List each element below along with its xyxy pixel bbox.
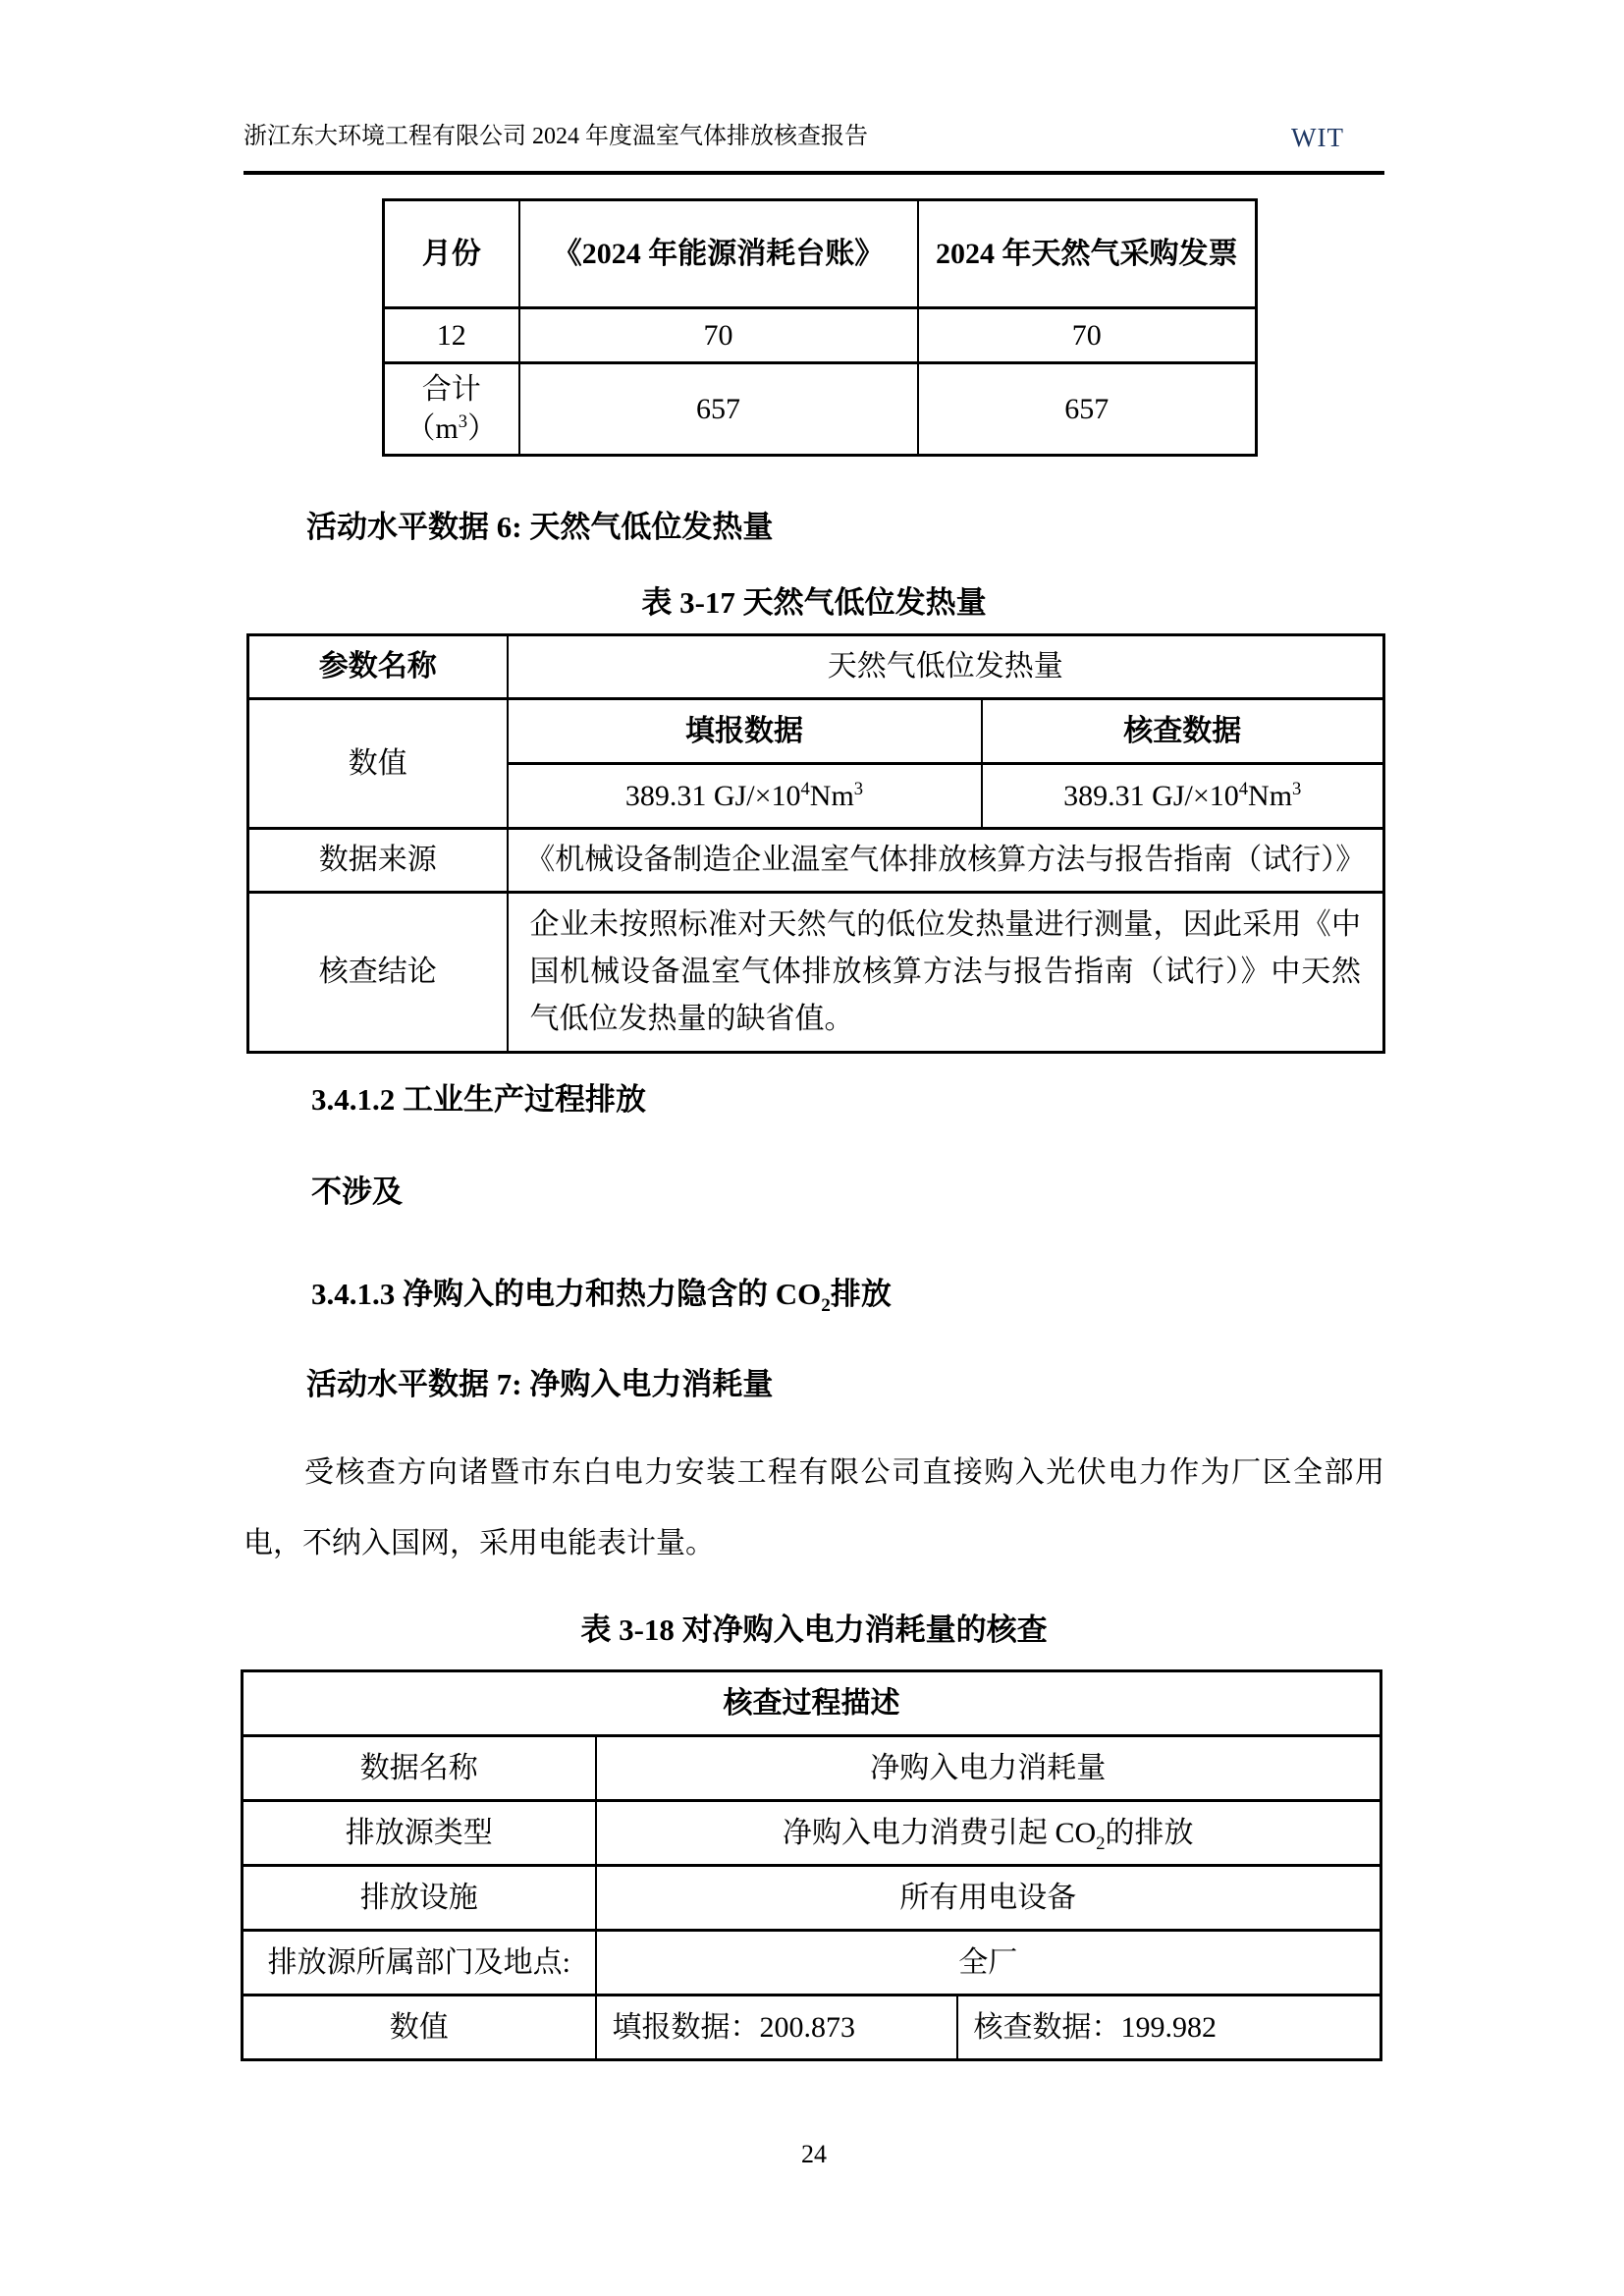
verified-electricity-value: 核查数据：199.982 <box>957 1995 1381 2060</box>
cell-total-label <box>384 363 519 456</box>
col-header-month: 月份 <box>384 200 519 308</box>
table-row <box>243 1671 1381 1736</box>
table-row <box>243 1995 1381 2060</box>
cell-ledger-dec: 70 <box>519 308 918 363</box>
table-row <box>248 699 1384 764</box>
table-row <box>243 1736 1381 1801</box>
param-name-label: 参数名称 <box>248 635 508 699</box>
table318-caption: 表 3-18 对净购入电力消耗量的核查 <box>580 1613 1048 1647</box>
table-row <box>243 1931 1381 1995</box>
page-number: 24 <box>801 2140 827 2168</box>
table-monthly-gas <box>382 198 1258 457</box>
facility-value: 所有用电设备 <box>596 1866 1381 1931</box>
page-header-title: 浙江东大环境工程有限公司 2024 年度温室气体排放核查报告 <box>244 124 868 149</box>
reported-data-label: 填报数据 <box>508 699 982 764</box>
activity7-heading: 活动水平数据 7: 净购入电力消耗量 <box>306 1367 774 1401</box>
conclusion-label: 核查结论 <box>248 893 508 1053</box>
data-name-value: 净购入电力消耗量 <box>596 1736 1381 1801</box>
table318 <box>241 1669 1382 2061</box>
verified-data-label: 核查数据 <box>982 699 1384 764</box>
table317 <box>246 633 1385 1054</box>
param-name-value: 天然气低位发热量 <box>508 635 1384 699</box>
value-row-label: 数值 <box>243 1995 596 2060</box>
dept-location-label: 排放源所属部门及地点: <box>243 1931 596 1995</box>
table-row <box>384 363 1257 456</box>
total-label-line1: 合计 <box>421 372 481 406</box>
section-3413-heading: 3.4.1.3 净购入的电力和热力隐含的 $CO_2$排放 <box>311 1277 892 1317</box>
facility-label: 排放设施 <box>243 1866 596 1931</box>
table-row <box>384 200 1257 308</box>
table-row <box>384 308 1257 363</box>
table-row <box>248 635 1384 699</box>
not-involved-text: 不涉及 <box>311 1175 403 1209</box>
table-row <box>248 829 1384 893</box>
total-label-line2: $(m^3)$ <box>406 410 498 445</box>
source-type-value: 净购入电力消费引起 $CO_2$的排放 <box>596 1801 1381 1866</box>
col-header-invoice: 2024 年天然气采购发票 <box>918 200 1257 308</box>
cell-ledger-total: 657 <box>519 363 918 456</box>
page-header-logo: WIT <box>1291 123 1344 152</box>
reported-heat-value: 389.31 $GJ/\times 10^4Nm^3$ <box>508 764 982 829</box>
section-3412-heading: 3.4.1.2 工业生产过程排放 <box>311 1082 646 1117</box>
dept-location-value: 全厂 <box>596 1931 1381 1995</box>
cell-invoice-total: 657 <box>918 363 1257 456</box>
reported-electricity-value: 填报数据：200.873 <box>596 1995 957 2060</box>
table-row <box>243 1866 1381 1931</box>
body-paragraph: 受核查方向诸暨市东白电力安装工程有限公司直接购入光伏电力作为厂区全部用电，不纳入国网，采用电能表计量。 <box>244 1456 1384 1559</box>
numeric-label: 数值 <box>248 699 508 829</box>
cell-invoice-dec: 70 <box>918 308 1257 363</box>
header-rule <box>244 171 1384 175</box>
data-name-label: 数据名称 <box>243 1736 596 1801</box>
col-header-ledger: 《2024 年能源消耗台账》 <box>519 200 918 308</box>
verified-heat-value: 389.31 $GJ/\times 10^4Nm^3$ <box>982 764 1384 829</box>
data-source-value: 《机械设备制造企业温室气体排放核算方法与报告指南（试行）》 <box>508 829 1384 893</box>
source-type-label: 排放源类型 <box>243 1801 596 1866</box>
activity6-heading: 活动水平数据 6: 天然气低位发热量 <box>306 510 774 544</box>
data-source-label: 数据来源 <box>248 829 508 893</box>
cell-month-12: 12 <box>384 308 519 363</box>
conclusion-value: 企业未按照标准对天然气的低位发热量进行测量，因此采用《中国机械设备温室气体排放核算方法与报告指南（试行）》中天然气低位发热量的缺省值。 <box>508 893 1384 1053</box>
table317-caption: 表 3-17 天然气低位发热量 <box>641 585 987 620</box>
process-description-header: 核查过程描述 <box>243 1671 1381 1736</box>
table-row <box>248 893 1384 1053</box>
table-row <box>243 1801 1381 1866</box>
